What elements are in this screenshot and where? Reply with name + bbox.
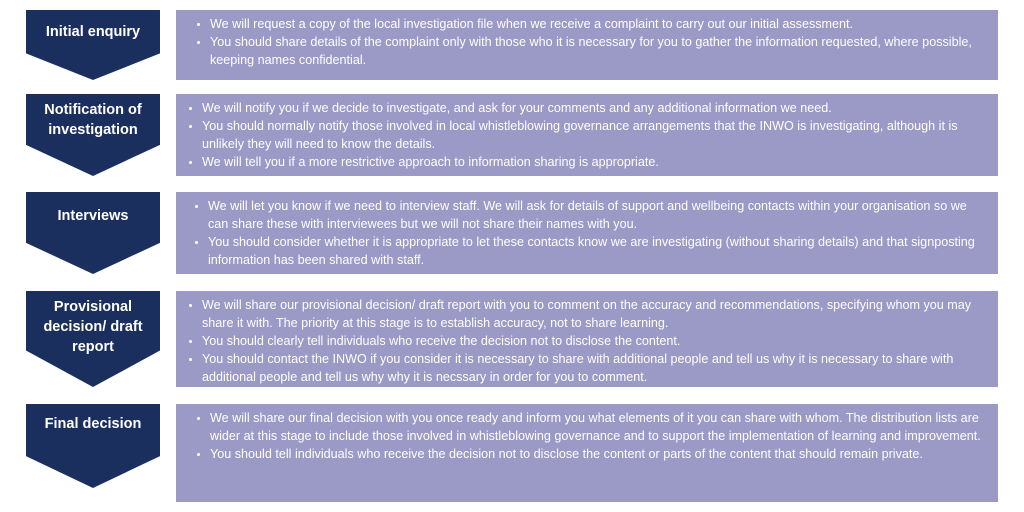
stage-details-initial-enquiry <box>176 10 998 80</box>
stage-initial-enquiry <box>26 10 160 80</box>
stage-details-interviews <box>176 192 998 274</box>
bullet-item: • We will tell you if a more restrictive approach to information sharing is appropriate. <box>202 153 984 171</box>
stage-details-notification-of-investigation <box>176 94 998 176</box>
stage-details-provisional-decision-draft-report <box>176 291 998 387</box>
stage-label: Provisional decision/ draft report <box>43 299 143 355</box>
bullet-item: • We will share our final decision with you once ready and inform you what elements of it you can share with whom. The distribution lists are wider at this stage to include those involved in whistleblowing governance and to support the implementation of learning and improvement. <box>210 409 984 445</box>
bullet-item: • You should clearly tell individuals who receive the decision not to disclose the content. <box>202 332 984 350</box>
bullet-item: • You should tell individuals who receive the decision not to disclose the content or parts of the content that should remain private. <box>210 445 984 463</box>
stage-interviews <box>26 192 160 274</box>
bullet-item: • You should contact the INWO if you consider it is necessary to share with additional people and tell us why it is necessary to share with additional people and tell us why why it is necssary in order for you to comment. <box>202 350 984 386</box>
stage-details-final-decision <box>176 404 998 502</box>
bullet-item: • We will request a copy of the local investigation file when we receive a complaint to carry out our initial assessment. <box>210 15 984 33</box>
stage-notification-of-investigation <box>26 94 160 176</box>
stage-provisional-decision-draft-report <box>26 291 160 387</box>
bullet-item: • We will notify you if we decide to investigate, and ask for your comments and any additional information we need. <box>202 99 984 117</box>
stage-label: Initial enquiry <box>45 24 141 40</box>
stage-label: Notification of investigation <box>44 102 142 138</box>
stage-label: Interviews <box>57 208 129 224</box>
stage-label: Final decision <box>44 416 142 432</box>
bullet-item: • We will let you know if we need to interview staff. We will ask for details of support and wellbeing contacts within your organisation so we can share these with interviewees but we will not share their names with you. <box>208 197 984 233</box>
bullet-item: • You should consider whether it is appropriate to let these contacts know we are investigating (without sharing details) and that signposting information has been shared with staff. <box>208 233 984 269</box>
stage-final-decision <box>26 404 160 488</box>
bullet-item: • You should normally notify those involved in local whistleblowing governance arrangements that the INWO is investigating, although it is unlikely they will need to know the details. <box>202 117 984 153</box>
bullet-item: • You should share details of the complaint only with those who it is necessary for you to gather the information requested, where possible, keeping names confidential. <box>210 33 984 69</box>
bullet-item: • We will share our provisional decision/ draft report with you to comment on the accuracy and recommendations, specifying whom you may share it with. The priority at this stage is to establish accuracy, not to share learning. <box>202 296 984 332</box>
